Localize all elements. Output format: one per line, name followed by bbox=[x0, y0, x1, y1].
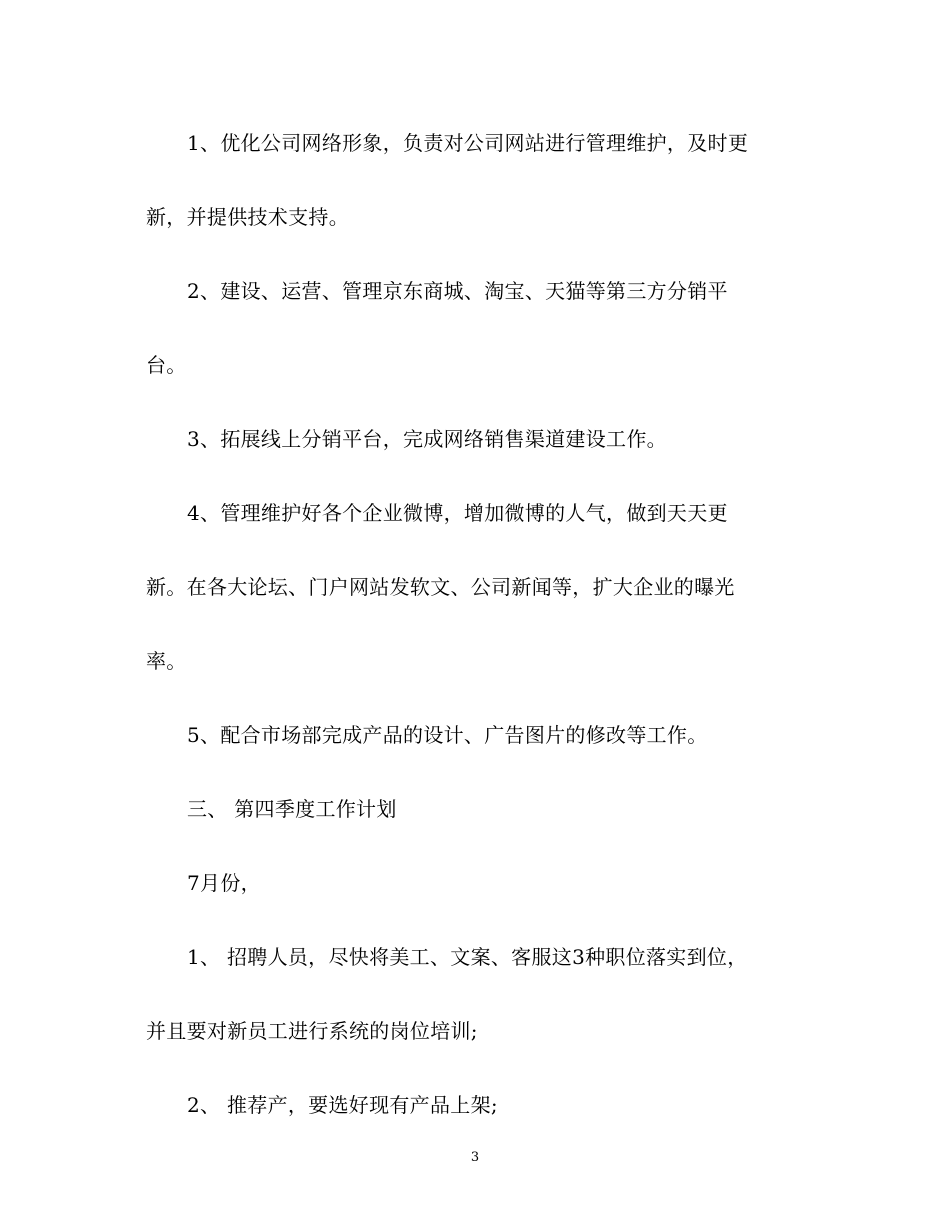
text-line: 并且要对新员工进行系统的岗位培训; bbox=[146, 1019, 478, 1043]
paragraph-3 bbox=[146, 408, 796, 482]
month-heading bbox=[146, 852, 796, 926]
section-title: 三、 第四季度工作计划 bbox=[187, 797, 397, 821]
paragraph-1 bbox=[146, 112, 796, 260]
month-label: 7月份， bbox=[187, 871, 261, 895]
text-line: 台。 bbox=[146, 353, 187, 377]
text-line: 新。在各大论坛、门户网站发软文、公司新闻等，扩大企业的曝光 bbox=[146, 575, 735, 599]
text-line: 1、优化公司网络形象，负责对公司网站进行管理维护，及时更 bbox=[187, 131, 749, 155]
section-heading bbox=[146, 778, 796, 852]
text-line: 2、 推荐产，要选好现有产品上架; bbox=[187, 1093, 498, 1117]
plan-item-1 bbox=[146, 926, 796, 1074]
text-line: 率。 bbox=[146, 649, 187, 673]
paragraph-2 bbox=[146, 260, 796, 408]
page-number: 3 bbox=[470, 1150, 480, 1165]
document-body bbox=[146, 112, 796, 1148]
text-line: 1、 招聘人员，尽快将美工、文案、客服这3种职位落实到位， bbox=[187, 945, 748, 969]
text-line: 4、管理维护好各个企业微博，增加微博的人气，做到天天更 bbox=[187, 501, 728, 525]
text-line: 3、拓展线上分销平台，完成网络销售渠道建设工作。 bbox=[187, 427, 667, 451]
text-line: 5、配合市场部完成产品的设计、广告图片的修改等工作。 bbox=[187, 723, 708, 747]
paragraph-4 bbox=[146, 482, 796, 704]
plan-item-2 bbox=[146, 1074, 796, 1148]
text-line: 2、建设、运营、管理京东商城、淘宝、天猫等第三方分销平 bbox=[187, 279, 728, 303]
text-line: 新，并提供技术支持。 bbox=[146, 205, 349, 229]
paragraph-5 bbox=[146, 704, 796, 778]
